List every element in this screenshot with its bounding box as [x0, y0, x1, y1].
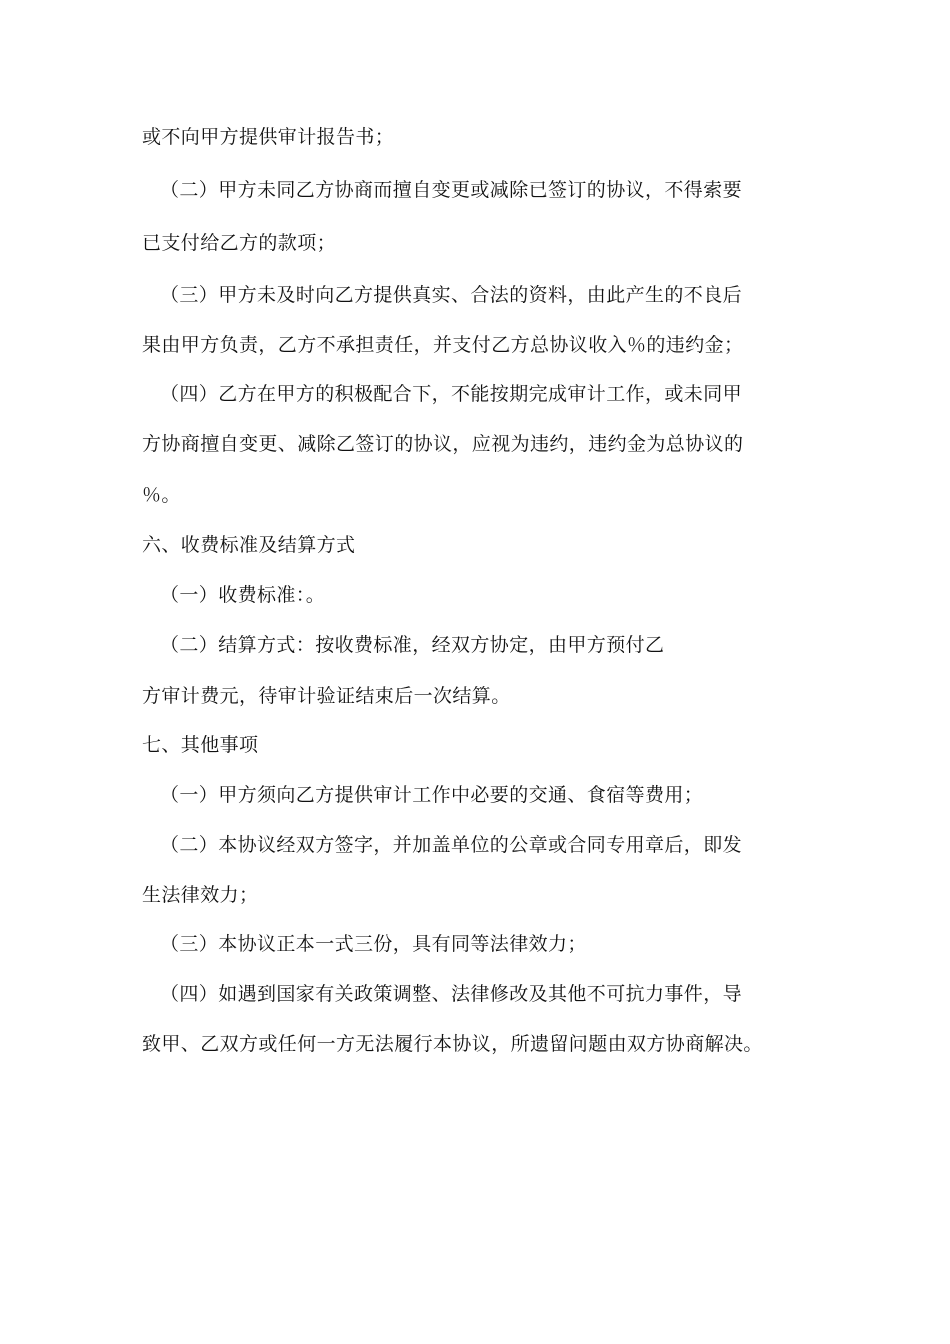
section-heading: 七、其他事项: [142, 734, 259, 756]
text-line: （二）甲方未同乙方协商而擅自变更或减除已签订的协议，不得索要: [160, 179, 743, 201]
text-line: （一）收费标准：。: [160, 584, 326, 606]
text-line: （四）乙方在甲方的积极配合下，不能按期完成审计工作，或未同甲: [160, 383, 743, 405]
section-heading: 六、收费标准及结算方式: [142, 534, 356, 556]
text-line: 已支付给乙方的款项；: [142, 232, 337, 254]
text-line: 致甲、乙双方或任何一方无法履行本协议，所遗留问题由双方协商解决。: [142, 1033, 763, 1055]
text-line: 方审计费元，待审计验证结束后一次结算。: [142, 685, 511, 707]
text-line: ％。: [142, 484, 181, 506]
text-line: 生法律效力；: [142, 884, 259, 906]
text-line: （二）结算方式：按收费标准，经双方协定，由甲方预付乙: [160, 634, 665, 656]
text-line: （四）如遇到国家有关政策调整、法律修改及其他不可抗力事件，导: [160, 983, 743, 1005]
text-line: （二）本协议经双方签字，并加盖单位的公章或合同专用章后，即发: [160, 834, 743, 856]
text-line: （三）本协议正本一式三份，具有同等法律效力；: [160, 933, 587, 955]
text-line: （三）甲方未及时向乙方提供真实、合法的资料，由此产生的不良后: [160, 284, 743, 306]
text-line: 方协商擅自变更、减除乙签订的协议，应视为违约，违约金为总协议的: [142, 433, 744, 455]
text-line: 或不向甲方提供审计报告书；: [142, 126, 395, 148]
text-line: （一）甲方须向乙方提供审计工作中必要的交通、食宿等费用；: [160, 784, 704, 806]
text-line: 果由甲方负责，乙方不承担责任，并支付乙方总协议收入％的违约金；: [142, 334, 744, 356]
